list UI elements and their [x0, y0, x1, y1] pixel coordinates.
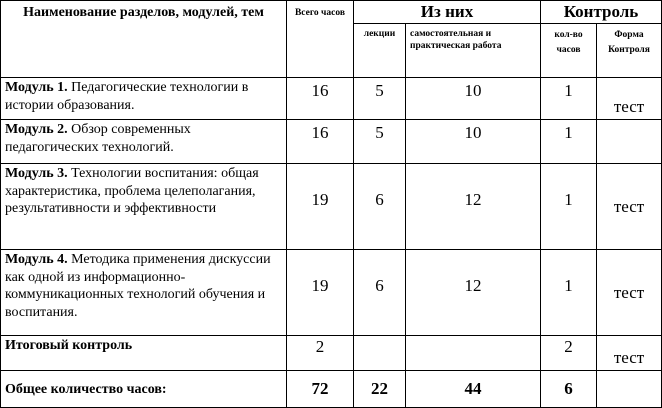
row-title: [1, 250, 287, 336]
module-title: Методика применения дискуссии как одной из информационно-коммуникационных технологий обучения и воспитания.: [5, 252, 271, 320]
header-total: Всего часов: [287, 1, 354, 78]
row-practice: 12: [406, 250, 541, 336]
summary-label: Общее количество часов:: [1, 371, 287, 408]
module-label: Модуль 1.: [5, 80, 68, 95]
row-form: тест: [597, 164, 662, 250]
header-independent: самостоятельная и практическая работа: [406, 24, 541, 78]
header-name: Наименование разделов, модулей, тем: [1, 1, 287, 78]
header-of-them: Из них: [354, 1, 541, 24]
row-control-hours: 1: [541, 164, 597, 250]
module-label: Модуль 3.: [5, 166, 68, 181]
header-control: Контроль: [541, 1, 662, 24]
header-lectures: лекции: [354, 24, 406, 78]
row-control-hours: 1: [541, 250, 597, 336]
table-row: [1, 250, 662, 336]
module-label: Модуль 2.: [5, 122, 68, 137]
summary-lectures: 22: [354, 371, 406, 408]
table-row-final: [1, 336, 662, 371]
table-row: [1, 164, 662, 250]
row-title: [1, 78, 287, 120]
header-hours-count: кол-во часов: [541, 24, 597, 78]
summary-form: [597, 371, 662, 408]
module-title: Технологии воспитания: общая характеристика, проблема целеполагания, результативности и эффективности: [5, 166, 259, 216]
final-control-hours: 2: [541, 336, 597, 371]
table-row-summary: [1, 371, 662, 408]
table-row: [1, 120, 662, 164]
row-total: 16: [287, 120, 354, 164]
row-lectures: 5: [354, 78, 406, 120]
row-lectures: 6: [354, 164, 406, 250]
final-form: тест: [597, 336, 662, 371]
row-total: 19: [287, 250, 354, 336]
summary-total: 72: [287, 371, 354, 408]
final-total: 2: [287, 336, 354, 371]
summary-control-hours: 6: [541, 371, 597, 408]
module-title: Обзор современных педагогических технологий.: [5, 122, 191, 155]
module-title: Педагогические технологии в истории образования.: [5, 80, 249, 113]
row-control-hours: 1: [541, 78, 597, 120]
final-practice: [406, 336, 541, 371]
row-form: тест: [597, 250, 662, 336]
row-lectures: 5: [354, 120, 406, 164]
final-lectures: [354, 336, 406, 371]
summary-practice: 44: [406, 371, 541, 408]
row-form: [597, 120, 662, 164]
row-total: 19: [287, 164, 354, 250]
row-total: 16: [287, 78, 354, 120]
row-lectures: 6: [354, 250, 406, 336]
header-control-form: Форма Контроля: [597, 24, 662, 78]
row-practice: 10: [406, 120, 541, 164]
module-label: Модуль 4.: [5, 252, 68, 267]
final-label: Итоговый контроль: [1, 336, 287, 371]
table-row: [1, 78, 662, 120]
row-control-hours: 1: [541, 120, 597, 164]
row-form: тест: [597, 78, 662, 120]
row-title: [1, 120, 287, 164]
row-practice: 12: [406, 164, 541, 250]
row-title: [1, 164, 287, 250]
row-practice: 10: [406, 78, 541, 120]
